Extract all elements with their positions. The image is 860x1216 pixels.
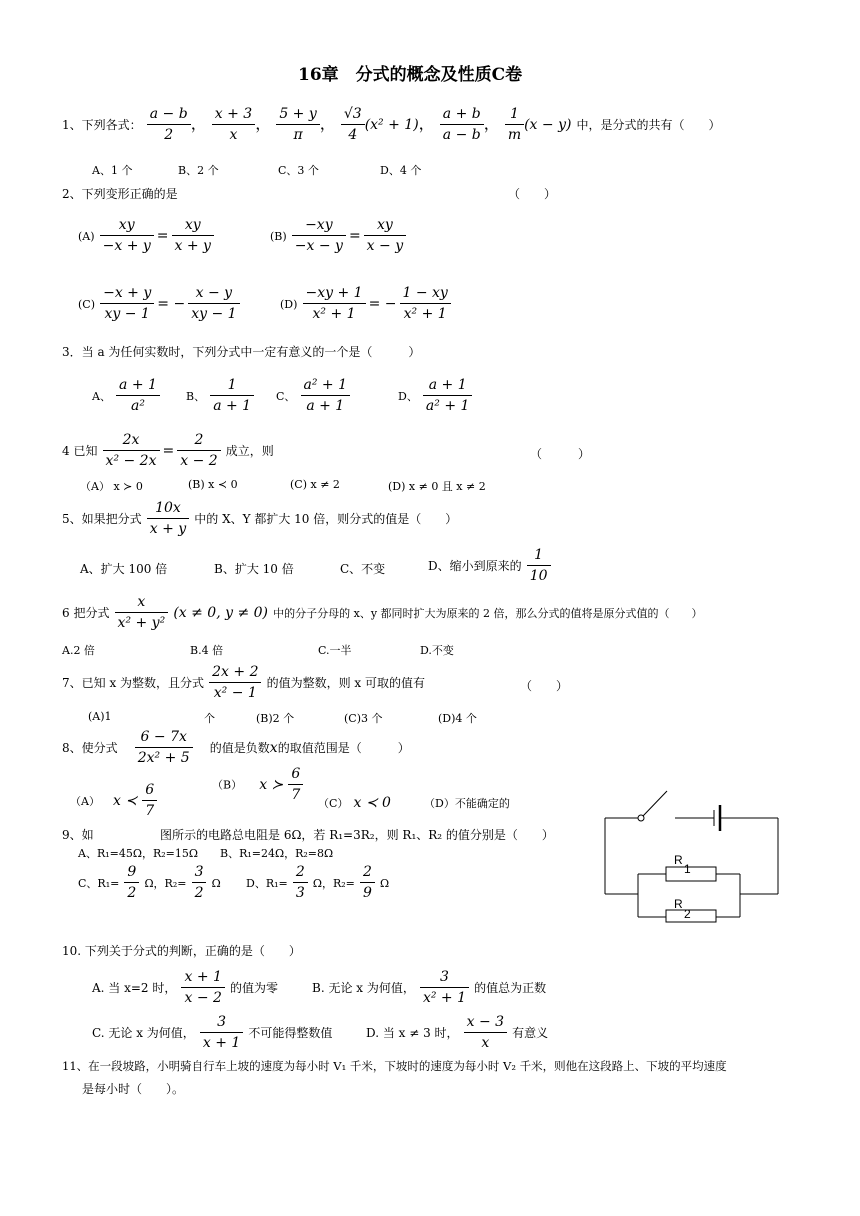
q6-option-a: A.2 倍 [62, 644, 95, 657]
q8-option-d: （D）不能确定的 [424, 797, 510, 810]
q6-option-c: C.一半 [318, 644, 352, 657]
q2-answer-paren: （ ） [508, 187, 557, 201]
q7-answer-paren: （ ） [520, 679, 569, 693]
q3-stem: 3．当 a 为任何实数时，下列分式中一定有意义的一个是（ ） [62, 345, 421, 359]
q1-option-a: A、1 个 [92, 164, 133, 177]
q10-option-b: B. 无论 x 为何值， $\frac{3}{\text{x² + 1}}$ 的值总为正数 [312, 969, 547, 1006]
q8-option-b: （B） x ≻ $\frac{6}{7}$ [212, 764, 303, 805]
q10-option-a: A. 当 x=2 时， $\frac{x + 1}{x - 2}$ 的值为零 [92, 969, 279, 1006]
q3-option-b: B、 $\frac{1}{a + 1}$ [186, 375, 254, 416]
q4-stem: 4 已知 $\frac{2x}{\text{x² − 2x}}$ = $\frac{2}{x - 2}$ 成立，则 [62, 432, 274, 469]
q5-option-d: D、缩小到原来的 $\frac{1}{10}$ [428, 545, 551, 586]
resistor-r2-label: R [674, 897, 683, 911]
resistor-r1-subscript: 1 [684, 862, 691, 876]
q1-suffix: 中，是分式的共有（ ） [576, 118, 721, 132]
q11-stem-line-2: 是每小时（ ）。 [82, 1082, 185, 1096]
q7-option-b: (B)2 个 [256, 712, 295, 725]
q4-option-d: (D) x ≠ 0 且 x ≠ 2 [388, 480, 486, 493]
q6-option-d: D.不变 [420, 644, 454, 657]
q5-option-a: A、扩大 100 倍 [80, 562, 168, 576]
q1-expr-1: $\frac{a - b}{2}$ [147, 104, 191, 145]
q3-option-c: C、 $\frac{\text{a² + 1}}{a + 1}$ [276, 375, 350, 416]
page-title: 16章 分式的概念及性质C卷 [298, 65, 523, 85]
q1-expr-5: $\frac{a + b}{a - b}$ [440, 104, 484, 145]
q7-option-a: (A)1 [88, 710, 112, 723]
q9-stem: 图所示的电路总电阻是 6Ω，若 R₁=3R₂，则 R₁、R₂ 的值分别是（ ） [160, 828, 554, 842]
q1-expr-3: $\frac{5 + y}{\pi}$ [276, 104, 319, 145]
q9-option-d: D、R₁= $\frac{2}{3}$ Ω，R₂= $\frac{2}{9}$ Ω [246, 864, 390, 901]
q2-option-c: (C) $\frac{-x + y}{xy - 1}$ = − $\frac{x - y}{xy - 1}$ [78, 283, 240, 324]
q1-option-b: B、2 个 [178, 164, 219, 177]
q5-stem: 5、如果把分式 $\frac{10x}{x + y}$ 中的 X、Y 都扩大 10 倍，则分式的值是（ ） [62, 500, 458, 537]
q1-expr-6: $\frac{1}{m}$ [505, 104, 524, 145]
q4-answer-paren: （ ） [530, 447, 591, 461]
q2-stem: 2、下列变形正确的是 [62, 187, 178, 201]
q4-option-b: (B) x ≺ 0 [188, 478, 238, 491]
circuit-switch [605, 791, 714, 821]
circuit-battery [714, 805, 778, 831]
q8-stem: 8、使分式 $\frac{6 - 7x}{\text{2x² + 5}}$ 的值是负数x的取值范围是（ ） [62, 729, 410, 766]
q7-option-a-unit: 个 [204, 712, 215, 725]
q9-stem-start: 9、如 [62, 828, 94, 842]
q9-options-ab: A、R₁=45Ω，R₂=15Ω B、R₁=24Ω，R₂=8Ω [78, 847, 334, 860]
q1-option-c: C、3 个 [278, 164, 319, 177]
q4-option-c: (C) x ≠ 2 [290, 478, 340, 491]
circuit-diagram [600, 787, 784, 923]
q1-expr-6-tail: (x − y) [524, 117, 572, 133]
q5-option-b: B、扩大 10 倍 [214, 562, 294, 576]
q3-option-a: A、 $\frac{a + 1}{\text{a²}}$ [92, 375, 160, 416]
q2-option-d: (D) $\frac{-xy + 1}{\text{x² + 1}}$ = − $\frac{1 - xy}{\text{x² + 1}}$ [280, 283, 451, 324]
q9-option-c: C、R₁= $\frac{9}{2}$ Ω，R₂= $\frac{3}{2}$ Ω [78, 864, 221, 901]
q2-option-b: (B) $\frac{-xy}{-x - y}$ = $\frac{xy}{x - y}$ [270, 215, 406, 256]
q1-expr-2: $\frac{x + 3}{x}$ [212, 104, 255, 145]
q3-option-d: D、 $\frac{a + 1}{\text{a² + 1}}$ [398, 375, 472, 416]
resistor-r1-label: R [674, 853, 683, 867]
q6-stem: 6 把分式 $\frac{x}{\text{x² + y²}}$ (x ≠ 0, y ≠ 0) 中的分子分母的 x、y 都同时扩大为原来的 2 倍，那么分式的值将是原分式值的（ ） [62, 594, 703, 631]
resistor-r2 [638, 897, 740, 922]
q8-option-c: （C） x ≺ 0 [318, 795, 391, 811]
q11-stem-line-1: 11、在一段坡路，小明骑自行车上坡的速度为每小时 V₁ 千米，下坡时的速度为每小时 V₂ 千米，则他在这段路上、下坡的平均速度 [62, 1059, 727, 1073]
q8-option-a: （A） x ≺ $\frac{6}{7}$ [70, 780, 157, 821]
q7-option-d: (D)4 个 [438, 712, 477, 725]
q10-stem: 10. 下列关于分式的判断，正确的是（ ） [62, 944, 301, 958]
q7-stem: 7、已知 x 为整数，且分式 $\frac{2x + 2}{\text{x² − 1}}$ 的值为整数，则 x 可取的值有 [62, 664, 425, 701]
q5-option-c: C、不变 [340, 562, 386, 576]
q4-option-a: （A） x ≻ 0 [80, 480, 143, 493]
q10-option-d: D. 当 x ≠ 3 时， $\frac{x - 3}{x}$ 有意义 [366, 1014, 549, 1051]
q10-option-c: C. 无论 x 为何值， $\frac{3}{x + 1}$ 不可能得整数值 [92, 1014, 333, 1051]
q6-option-b: B.4 倍 [190, 644, 224, 657]
resistor-r1 [638, 853, 740, 881]
q1-stem: 1、下列各式： $\frac{a - b}{2}$ ， $\frac{x + 3}{x}$ ， $\frac{5 + y}{\pi}$ ， $\frac{√3}{4}$ (x² + 1)， $\frac{a + b}{a - b}$ ， $\frac{1}{m}$ (x − y) 中，是分式的共有（ ） [62, 106, 721, 143]
q1-prefix: 1、下列各式： [62, 118, 142, 132]
q7-option-c: (C)3 个 [344, 712, 383, 725]
q1-option-d: D、4 个 [380, 164, 422, 177]
q1-expr-4-tail: (x² + 1) [364, 117, 419, 133]
resistor-r2-subscript: 2 [684, 907, 691, 921]
q1-expr-4: $\frac{√3}{4}$ [341, 104, 365, 145]
q2-option-a: (A) $\frac{xy}{-x + y}$ = $\frac{xy}{x + y}$ [78, 215, 214, 256]
